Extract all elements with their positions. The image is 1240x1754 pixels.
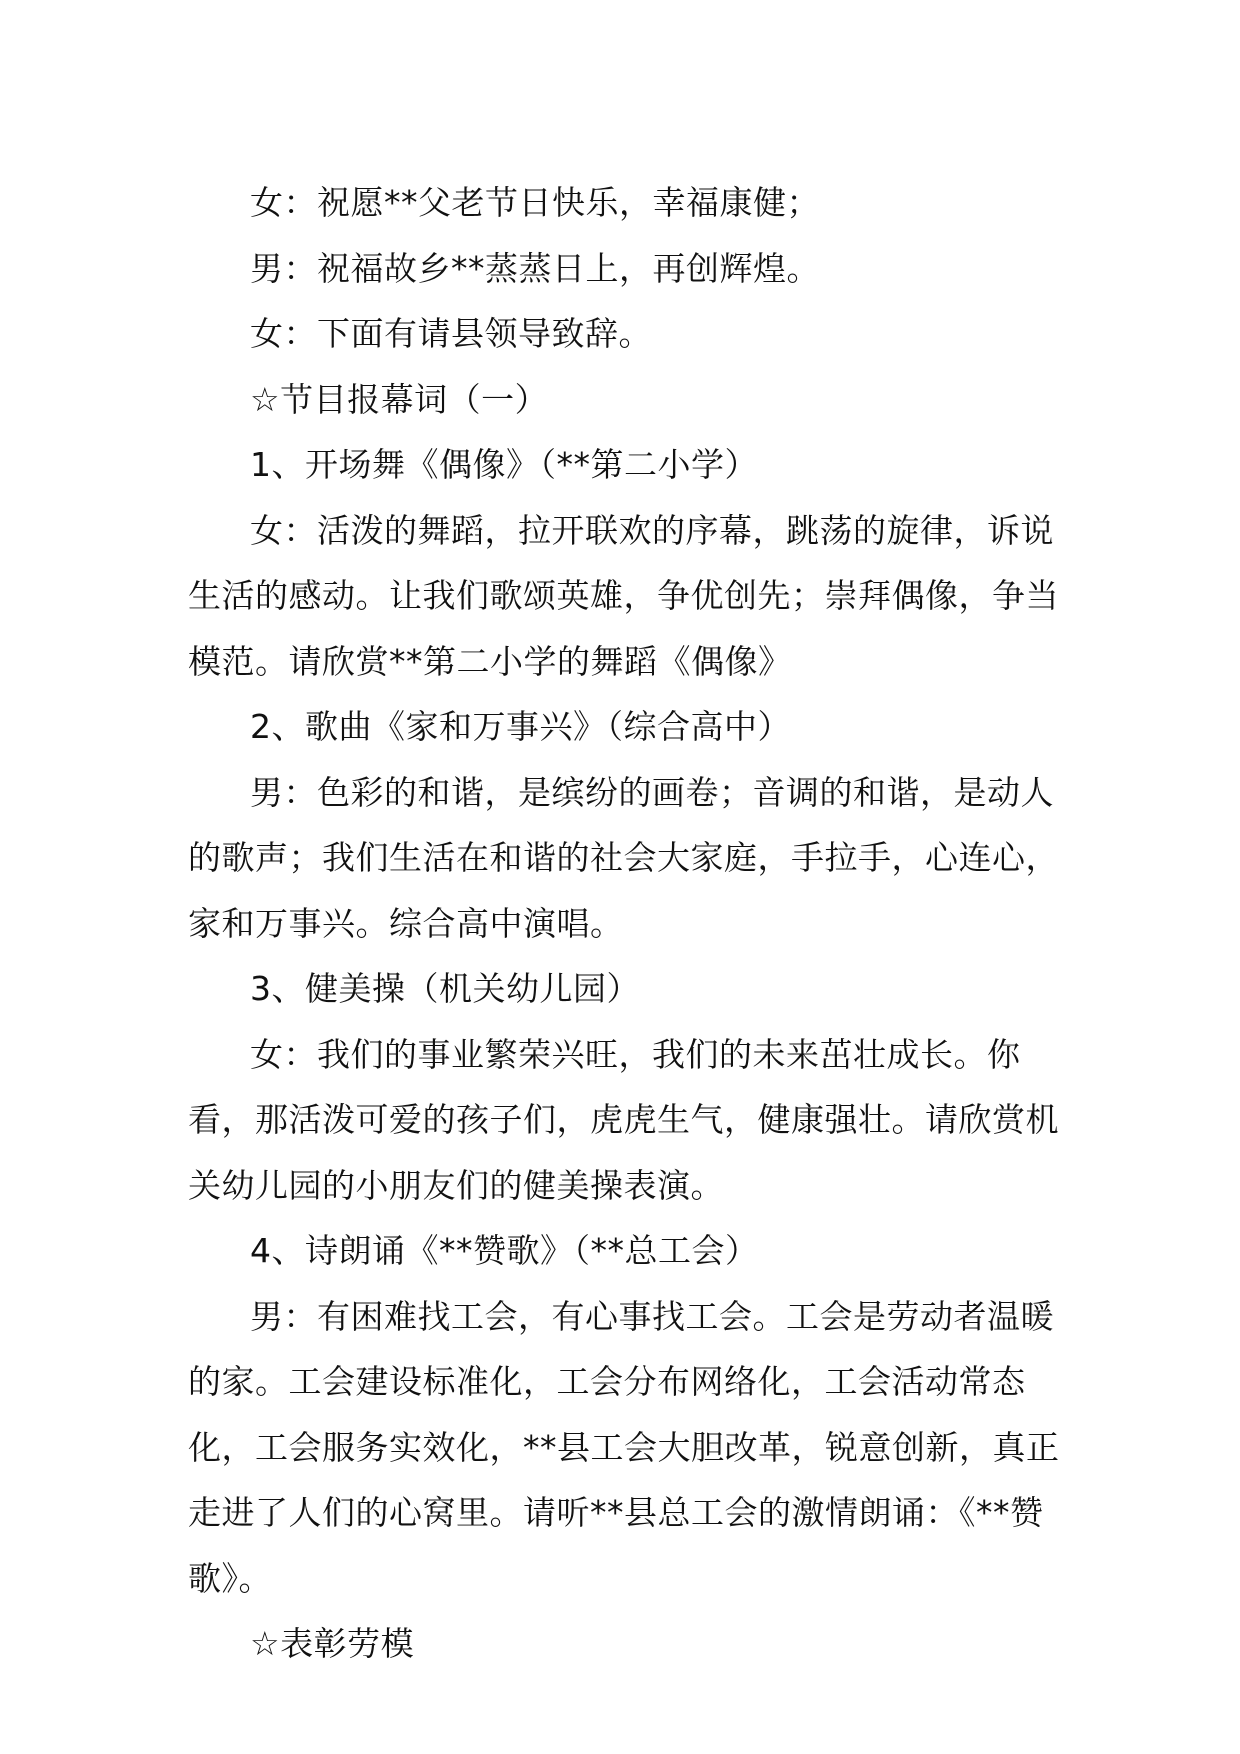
program-item-4-intro: 男：有困难找工会，有心事找工会。工会是劳动者温暖的家。工会建设标准化，工会分布网络化，工会活动常态化，工会服务实效化，**县工会大胆改革，锐意创新，真正走进了人们的心窝里。请听**县总工会的激情朗诵：《**赞歌》。 <box>188 1296 1060 1598</box>
program-item-3-intro: 女：我们的事业繁荣兴旺，我们的未来茁壮成长。你看，那活泼可爱的孩子们，虎虎生气，健康强壮。请欣赏机关幼儿园的小朋友们的健美操表演。 <box>188 1034 1059 1205</box>
section-heading-awards: ☆表彰劳模 <box>250 1624 415 1663</box>
program-item-2-title: 2、歌曲《家和万事兴》（综合高中） <box>250 707 791 746</box>
section-heading-program: ☆节目报幕词（一） <box>250 379 549 419</box>
paragraph-leader-speech: 女：下面有请县领导致辞。 <box>250 314 652 353</box>
document-body <box>188 170 1068 1677</box>
paragraph-blessing-hometown: 男：祝福故乡**蒸蒸日上，再创辉煌。 <box>250 248 820 288</box>
program-item-2-intro: 男：色彩的和谐，是缤纷的画卷；音调的和谐，是动人的歌声；我们生活在和谐的社会大家庭，手拉手，心连心，家和万事兴。综合高中演唱。 <box>188 772 1059 943</box>
program-item-3-title: 3、健美操（机关幼儿园） <box>250 969 640 1008</box>
paragraph-blessing-elders: 女：祝愿**父老节日快乐，幸福康健； <box>250 183 820 222</box>
program-item-4-title: 4、诗朗诵《**赞歌》（**总工会） <box>250 1231 759 1270</box>
program-item-1-intro: 女：活泼的舞蹈，拉开联欢的序幕，跳荡的旋律，诉说生活的感动。让我们歌颂英雄，争优创先；崇拜偶像，争当模范。请欣赏**第二小学的舞蹈《偶像》 <box>188 510 1059 681</box>
program-item-1-title: 1、开场舞《偶像》（**第二小学） <box>250 445 758 484</box>
